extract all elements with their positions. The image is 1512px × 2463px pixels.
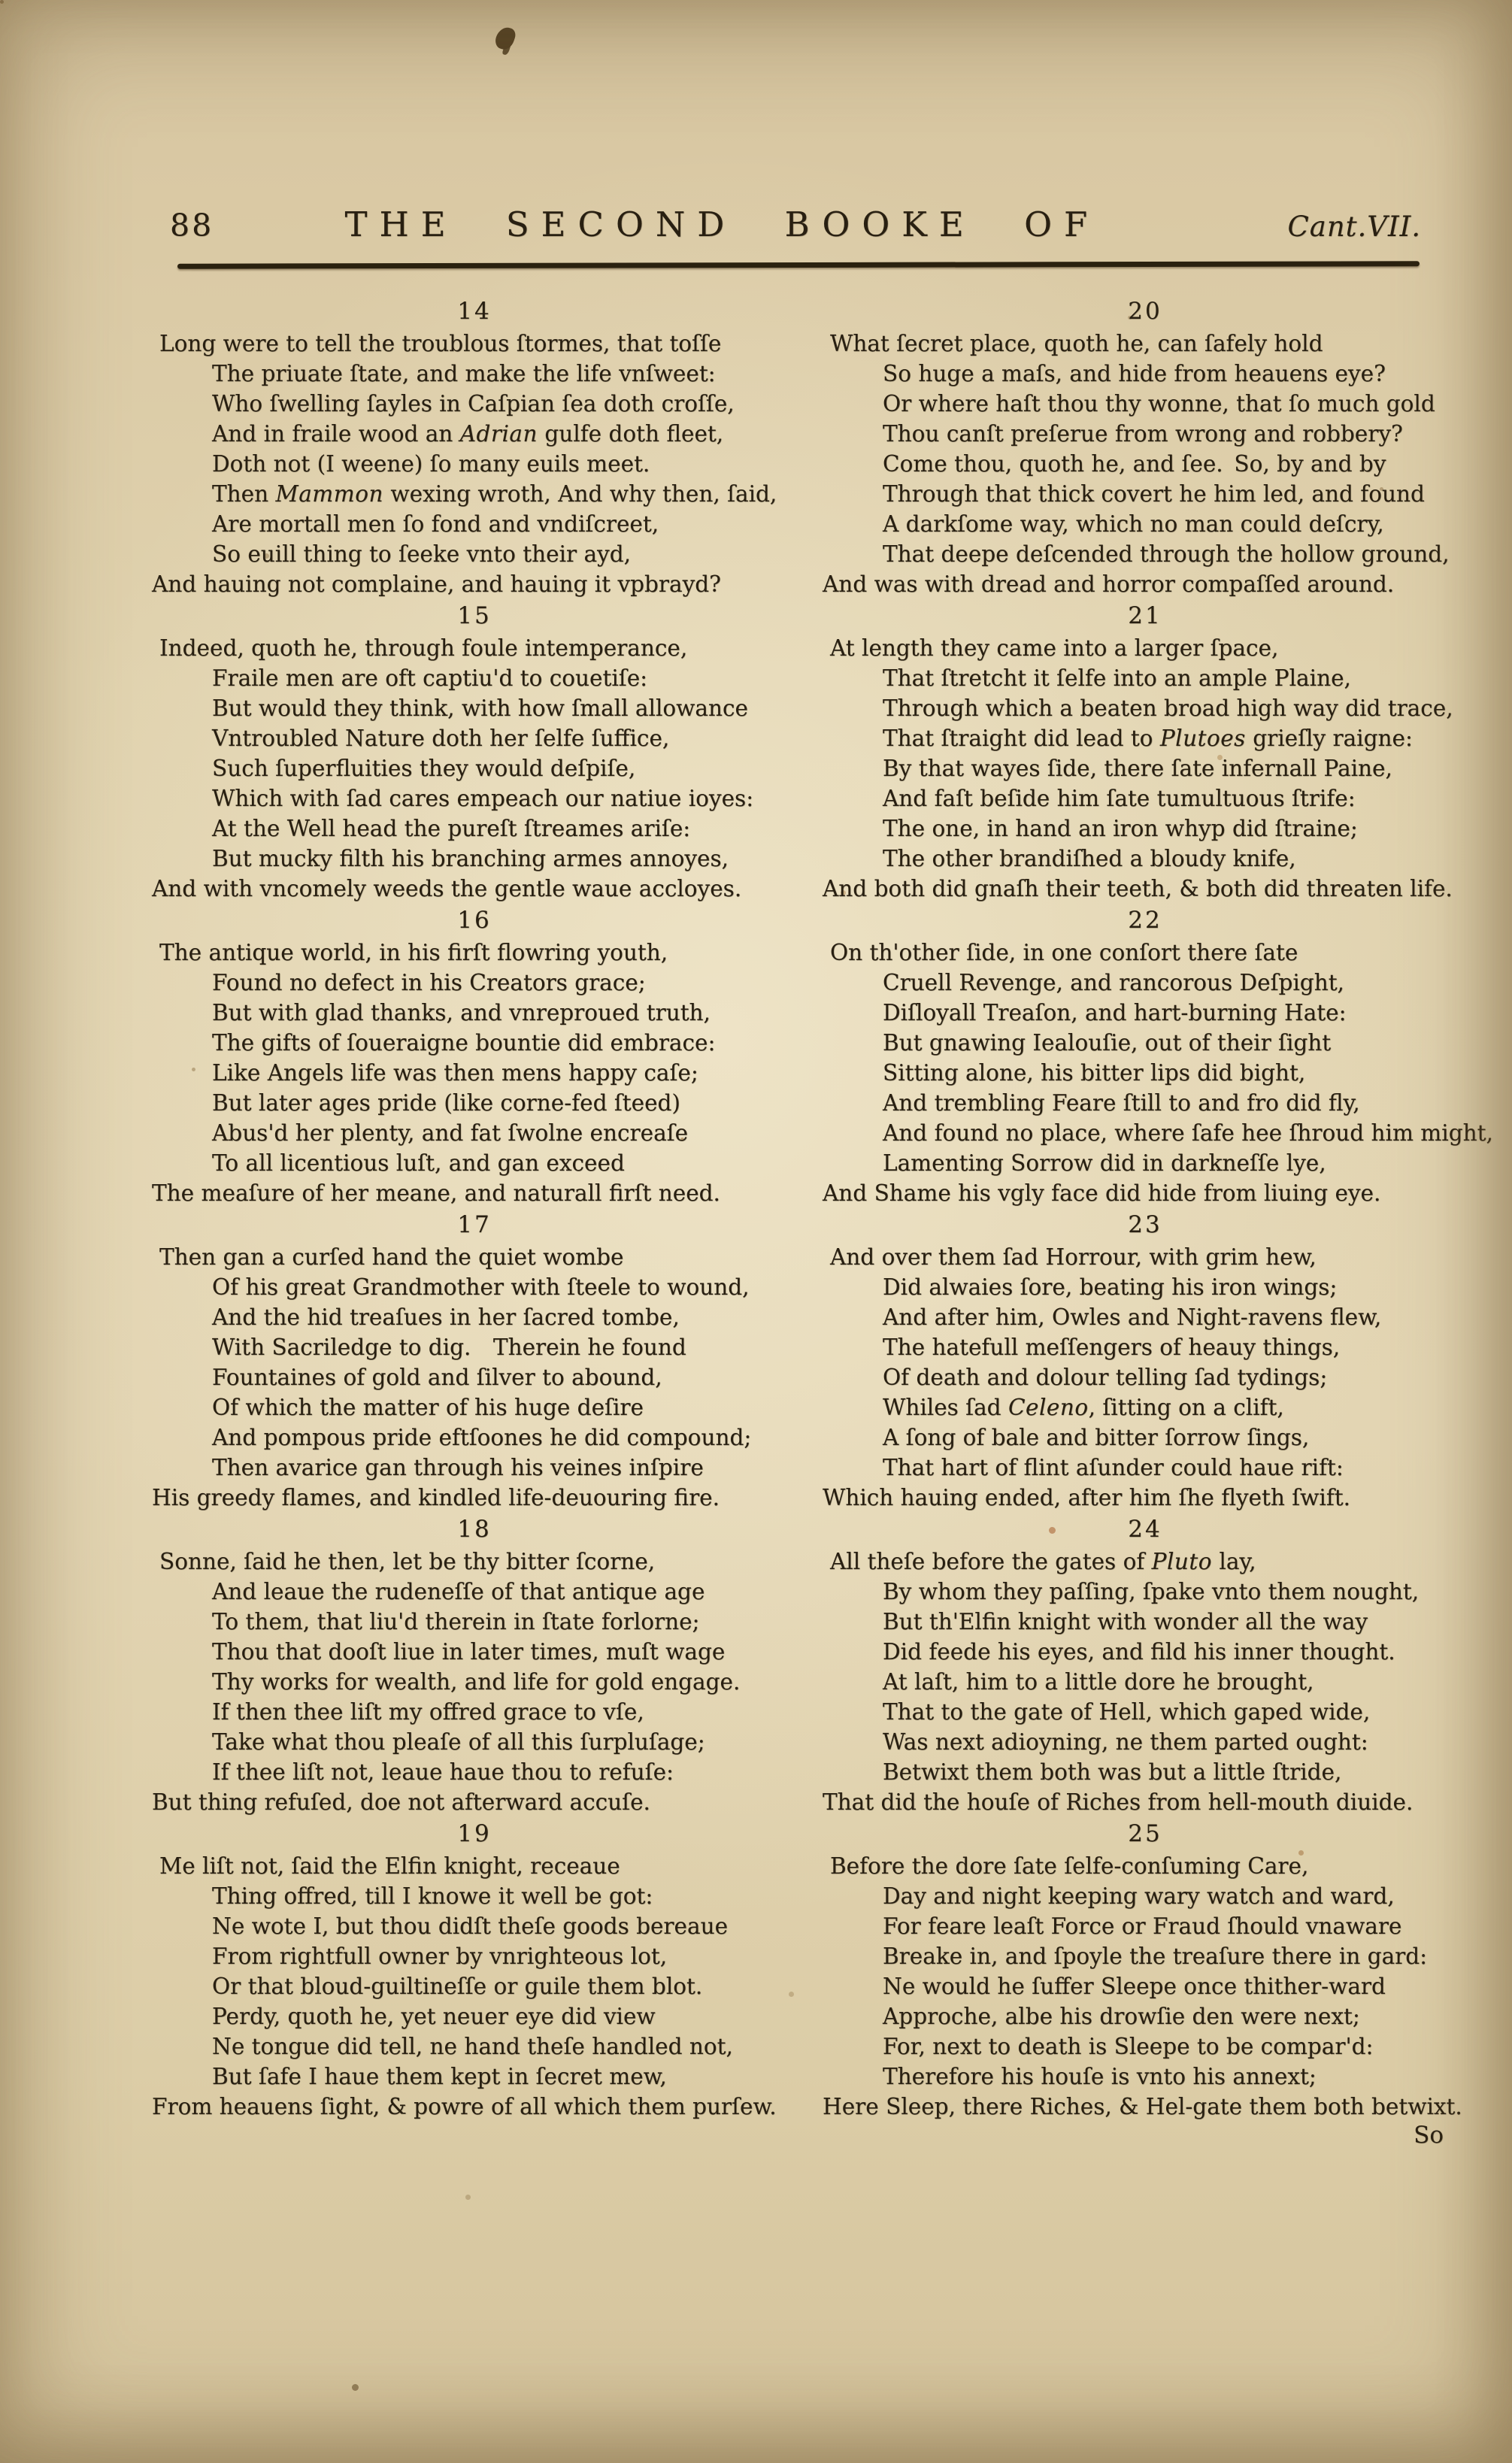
verse-line: Thou canſt preſerue from wrong and robbery? [883, 421, 1403, 447]
verse-line: By whom they paſſing, ſpake vnto them nought, [883, 1579, 1420, 1604]
verse-line: His greedy flames, and kindled life-deuouring fire. [152, 1485, 720, 1510]
verse-line: Sonne, ſaid he then, let be thy bitter ſcorne, [159, 1549, 656, 1574]
verse-line: Betwixt them both was but a little ſtride, [883, 1759, 1342, 1785]
verse-line: The one, in hand an iron whyp did ſtraine; [883, 816, 1358, 841]
verse-line: By that wayes ſide, there ſate infernall Paine, [883, 756, 1392, 781]
page-header [170, 204, 1421, 244]
verse-line: Through which a beaten broad high way did trace, [883, 695, 1453, 721]
stanza-number: 22 [1128, 907, 1162, 934]
verse-line: If thee liſt not, leaue haue thou to refuſe: [212, 1759, 674, 1785]
canto-label: Cant.VII. [1287, 211, 1421, 243]
verse-line: Come thou, quoth he, and ſee. So, by and by [883, 451, 1386, 477]
verse-line: Thing offred, till I knowe it well be got: [212, 1883, 653, 1909]
verse-line: But with glad thanks, and vnreproued truth, [212, 1000, 711, 1025]
columns [152, 295, 1493, 2149]
verse-line: The gifts of ſoueraigne bountie did embrace: [212, 1030, 716, 1056]
verse-line: What ſecret place, quoth he, can ſafely hold [830, 331, 1323, 356]
verse-line: The hatefull meſſengers of heauy things, [883, 1335, 1341, 1360]
stanza-number: 19 [457, 1820, 492, 1847]
verse-line: Breake in, and ſpoyle the treaſure there in gard: [883, 1943, 1428, 1969]
verse-line: The other brandiſhed a bloudy knife, [883, 846, 1296, 871]
verse-line: At the Well head the pureſt ſtreames ariſe: [212, 816, 691, 841]
verse-line: And the hid treaſues in her ſacred tombe, [212, 1304, 680, 1330]
verse-line: So huge a maſs, and hide from heauens eye? [883, 361, 1386, 386]
verse-line: The priuate ſtate, and make the life vnſweet: [212, 361, 716, 386]
verse-line: Did feede his eyes, and fild his inner thought. [883, 1639, 1395, 1665]
stanza-number: 17 [457, 1211, 492, 1238]
verse-line: And both did gnaſh their teeth, & both did threaten life. [823, 876, 1453, 901]
stanza-15 [152, 599, 789, 904]
verse-line: Like Angels life was then mens happy caſe; [212, 1060, 698, 1086]
verse-line: Then avarice gan through his veines inſpire [212, 1455, 704, 1480]
verse-line: Then gan a curſed hand the quiet wombe [159, 1244, 624, 1270]
verse-line: And faſt beſide him ſate tumultuous ſtrife: [883, 786, 1356, 811]
verse-line: Lamenting Sorrow did in darkneſſe lye, [883, 1150, 1326, 1176]
stanza-18 [152, 1513, 789, 1817]
running-title: THE SECOND BOOKE OF [344, 204, 1100, 244]
verse-line: Was next adioyning, ne them parted ought: [883, 1729, 1368, 1755]
verse-line: At laſt, him to a little dore he brought, [883, 1669, 1314, 1695]
verse-line: And was with dread and horror compaſſed around. [823, 571, 1395, 597]
verse-line: Diſloyall Treaſon, and hart-burning Hate: [883, 1000, 1347, 1025]
verse-line: Me liſt not, ſaid the Elfin knight, receaue [159, 1853, 620, 1879]
verse-line: Perdy, quoth he, yet neuer eye did view [212, 2004, 656, 2029]
stanza-21 [823, 599, 1460, 904]
verse-line: But th'Elfin knight with wonder all the way [883, 1609, 1368, 1634]
verse-line: But later ages pride (like corne-fed ſteed) [212, 1090, 680, 1116]
stanza-23 [823, 1208, 1460, 1513]
verse-line: That ſtraight did lead to Plutoes grieſly raigne: [883, 726, 1413, 751]
stanza-number: 20 [1128, 298, 1162, 325]
verse-line: And in fraile wood an Adrian gulfe doth fleet, [212, 421, 724, 447]
verse-line: On th'other ſide, in one conſort there ſate [830, 940, 1298, 965]
verse-line: That ſtretcht it ſelfe into an ample Plaine, [883, 665, 1351, 691]
verse-line: Such ſuperfluities they would deſpiſe, [212, 756, 636, 781]
verse-line: Day and night keeping wary watch and ward, [883, 1883, 1395, 1909]
verse-line: A ſong of bale and bitter ſorrow ſings, [883, 1425, 1310, 1450]
verse-line: If then thee liſt my offred grace to vſe, [212, 1699, 644, 1725]
verse-line: Then Mammon wexing wroth, And why then, ſaid, [212, 481, 777, 507]
verse-line: Which hauing ended, after him ſhe flyeth ſwift. [823, 1485, 1350, 1510]
stanza-19 [152, 1817, 789, 2122]
verse-line: Take what thou pleaſe of all this ſurpluſage; [212, 1729, 705, 1755]
verse-line: But mucky filth his branching armes annoyes, [212, 846, 729, 871]
verse-line: But gnawing Iealouſie, out of their ſight [883, 1030, 1332, 1056]
verse-line: For feare leaſt Force or Fraud ſhould vnaware [883, 1913, 1402, 1939]
verse-line: From heauens ſight, & powre of all which them purſew. [152, 2094, 777, 2119]
verse-line: Thy works for wealth, and life for gold engage. [212, 1669, 741, 1695]
verse-line: At length they came into a larger ſpace, [830, 635, 1279, 661]
verse-line: And trembling Feare ſtill to and fro did fly, [883, 1090, 1360, 1116]
verse-line: To them, that liu'd therein in ſtate forlorne; [212, 1609, 700, 1634]
verse-line: Which with ſad cares empeach our natiue ioyes: [212, 786, 754, 811]
verse-line: Thou that dooſt liue in later times, muſt wage [212, 1639, 726, 1665]
verse-line: Long were to tell the troublous ſtormes, that toſſe [159, 331, 722, 356]
stanza-25 [823, 1817, 1462, 2122]
verse-line: From rightfull owner by vnrighteous lot, [212, 1943, 668, 1969]
verse-line: Before the dore ſate ſelfe-conſuming Care, [830, 1853, 1309, 1879]
verse-line: Who ſwelling ſayles in Caſpian ſea doth croſſe, [212, 391, 735, 417]
verse-line: And Shame his vgly face did hide from liuing eye. [823, 1180, 1381, 1206]
column-right [823, 295, 1493, 2149]
stanza-24 [823, 1513, 1460, 1817]
stanza-number: 21 [1128, 602, 1162, 629]
stanza-number: 18 [457, 1516, 492, 1543]
page-number: 88 [170, 208, 214, 244]
stanza-number: 14 [457, 298, 492, 325]
verse-line: And found no place, where ſafe hee ſhroud him might, [883, 1120, 1493, 1146]
verse-line: All theſe before the gates of Pluto lay, [830, 1549, 1256, 1574]
stanza-20 [823, 295, 1460, 599]
verse-line: Through that thick covert he him led, and found [883, 481, 1425, 507]
verse-line: Fountaines of gold and ſilver to abound, [212, 1365, 662, 1390]
verse-line: Are mortall men ſo fond and vndiſcreet, [212, 511, 659, 537]
verse-line: The meaſure of her meane, and naturall firſt need. [152, 1180, 720, 1206]
verse-line: Or that bloud-guiltineſſe or guile them blot. [212, 1974, 703, 1999]
verse-line: But would they think, with how ſmall allowance [212, 695, 748, 721]
verse-line: Of which the matter of his huge deſire [212, 1395, 644, 1420]
stanza-22 [823, 904, 1493, 1208]
verse-line: That did the houſe of Riches from hell-mouth diuide. [823, 1789, 1414, 1815]
verse-line: Of death and dolour telling ſad tydings; [883, 1365, 1328, 1390]
verse-line: That to the gate of Hell, which gaped wide, [883, 1699, 1371, 1725]
verse-line: Found no defect in his Creators grace; [212, 970, 646, 995]
header-rule [177, 261, 1420, 268]
verse-line: With Sacriledge to dig. Therein he found [212, 1335, 686, 1360]
verse-line: Or where haſt thou thy wonne, that ſo much gold [883, 391, 1435, 417]
verse-line: Sitting alone, his bitter lips did bight, [883, 1060, 1306, 1086]
verse-line: Fraile men are oft captiu'd to couetiſe: [212, 665, 648, 691]
verse-line: Whiles ſad Celeno, ſitting on a clift, [883, 1395, 1284, 1420]
verse-line: For, next to death is Sleepe to be compar'd: [883, 2034, 1374, 2059]
stanza-14 [152, 295, 789, 599]
verse-line: Approche, albe his drowſie den were next; [883, 2004, 1360, 2029]
stanza-number: 25 [1128, 1820, 1162, 1847]
verse-line: To all licentious luſt, and gan exceed [212, 1150, 625, 1176]
verse-line: And hauing not complaine, and hauing it vpbrayd? [152, 571, 721, 597]
verse-line: The antique world, in his firſt flowring youth, [159, 940, 668, 965]
verse-line: And over them ſad Horrour, with grim hew, [830, 1244, 1317, 1270]
verse-line: Ne wote I, but thou didſt theſe goods bereaue [212, 1913, 729, 1939]
verse-line: A darkſome way, which no man could deſcry, [883, 511, 1384, 537]
verse-line: But thing refuſed, doe not afterward accuſe. [152, 1789, 650, 1815]
column-left [152, 295, 789, 2149]
stanza-17 [152, 1208, 789, 1513]
stanza-number: 16 [457, 907, 492, 934]
stanza-16 [152, 904, 789, 1208]
verse-line: Ne tongue did tell, ne hand theſe handled not, [212, 2034, 733, 2059]
catchword: So [1414, 2122, 1444, 2149]
stanza-number: 15 [457, 602, 492, 629]
verse-line: And leaue the rudeneſſe of that antique age [212, 1579, 705, 1604]
verse-line: Of his great Grandmother with ſteele to wound, [212, 1274, 750, 1300]
verse-line: Doth not (I weene) ſo many euils meet. [212, 451, 650, 477]
verse-line: Here Sleep, there Riches, & Hel-gate them both betwixt. [823, 2094, 1462, 2119]
verse-line: Ne would he ſuffer Sleepe once thither-ward [883, 1974, 1386, 1999]
verse-line: Indeed, quoth he, through foule intemperance, [159, 635, 688, 661]
verse-line: And with vncomely weeds the gentle waue accloyes. [152, 876, 742, 901]
verse-line: Vntroubled Nature doth her ſelfe ſuffice, [212, 726, 670, 751]
ink-blot [493, 25, 517, 52]
verse-line: That hart of flint aſunder could haue rift: [883, 1455, 1344, 1480]
verse-line: Abus'd her plenty, and fat ſwolne encreaſe [212, 1120, 689, 1146]
verse-line: And after him, Owles and Night-ravens flew, [883, 1304, 1382, 1330]
verse-line: Did alwaies ſore, beating his iron wings; [883, 1274, 1338, 1300]
verse-line: Therefore his houſe is vnto his annext; [883, 2064, 1317, 2089]
stanza-number: 24 [1128, 1516, 1162, 1543]
verse-line: But ſafe I haue them kept in ſecret mew, [212, 2064, 667, 2089]
verse-line: That deepe deſcended through the hollow ground, [883, 541, 1450, 567]
stanza-number: 23 [1128, 1211, 1162, 1238]
verse-line: Cruell Revenge, and rancorous Deſpight, [883, 970, 1344, 995]
verse-line: And pompous pride eftſoones he did compound; [212, 1425, 752, 1450]
verse-line: So euill thing to ſeeke vnto their ayd, [212, 541, 631, 567]
